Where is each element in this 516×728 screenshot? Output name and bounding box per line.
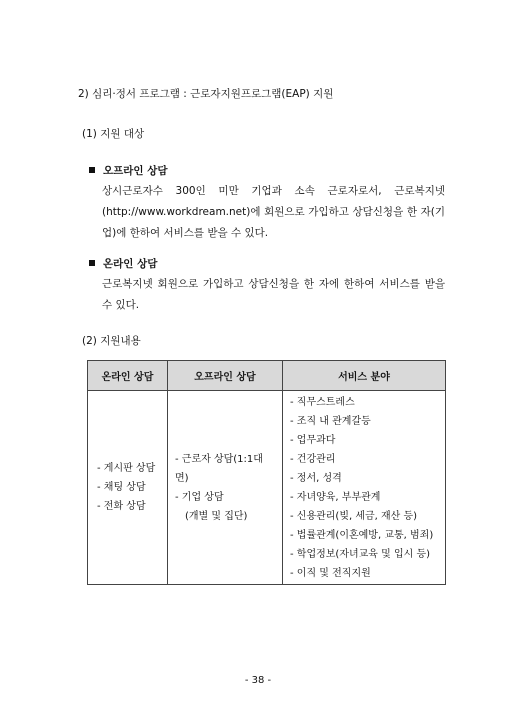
- header-offline: 오프라인 상담: [168, 361, 283, 391]
- list-item: - 신용관리(빚, 세금, 재산 등): [290, 510, 418, 522]
- offline-methods-cell: [168, 391, 283, 585]
- list-item: - 게시판 상담: [97, 463, 156, 474]
- offline-description: 상시근로자수 300인 미만 기업과 소속 근로자로서, 근로복지넷(http://www.workdream.net)에 회원으로 가입하고 상담신청을 한 자(기업)에 한하여 서비스를 받을 수 있다.: [102, 185, 445, 239]
- subsection-content-title: (2) 지원내용: [82, 335, 141, 347]
- list-item: - 이직 및 전직지원: [290, 567, 371, 579]
- list-item: - 학업정보(자녀교육 및 입시 등): [290, 548, 431, 560]
- offline-heading: [89, 163, 168, 178]
- list-item: - 자녀양육, 부부관계: [290, 491, 381, 503]
- header-service: 서비스 분야: [283, 361, 446, 391]
- online-heading-text: 온라인 상담: [103, 258, 158, 270]
- list-item: - 기업 상담: [175, 491, 224, 503]
- subsection-target-title: (1) 지원 대상: [82, 128, 145, 140]
- table-header-row: [88, 361, 446, 391]
- list-item: - 직무스트레스: [290, 396, 355, 408]
- list-item: (개별 및 집단): [185, 510, 248, 522]
- support-table: [87, 360, 446, 585]
- section-title: 2) 심리·정서 프로그램 : 근로자지원프로그램(EAP) 지원: [78, 88, 334, 100]
- service-areas-cell: [283, 391, 446, 585]
- list-item: - 근로자 상담(1:1대면): [175, 453, 263, 484]
- header-online: 온라인 상담: [88, 361, 168, 391]
- list-item: - 법률관계(이혼예방, 교통, 범죄): [290, 529, 434, 541]
- list-item: - 업무과다: [290, 434, 336, 446]
- list-item: - 조직 내 관계갈등: [290, 415, 371, 427]
- list-item: - 전화 상담: [97, 501, 146, 512]
- online-heading: [89, 256, 157, 271]
- offline-heading-text: 오프라인 상담: [103, 165, 168, 177]
- square-bullet-icon: [89, 167, 95, 173]
- square-bullet-icon: [89, 260, 95, 266]
- list-item: - 정서, 성격: [290, 472, 342, 484]
- online-methods-cell: [88, 391, 168, 585]
- list-item: - 채팅 상담: [97, 482, 146, 493]
- list-item: - 건강관리: [290, 453, 336, 465]
- online-description: 근로복지넷 회원으로 가입하고 상담신청을 한 자에 한하여 서비스를 받을 수 있다.: [102, 278, 445, 311]
- page-number: - 38 -: [244, 675, 272, 686]
- table-row: [88, 391, 446, 585]
